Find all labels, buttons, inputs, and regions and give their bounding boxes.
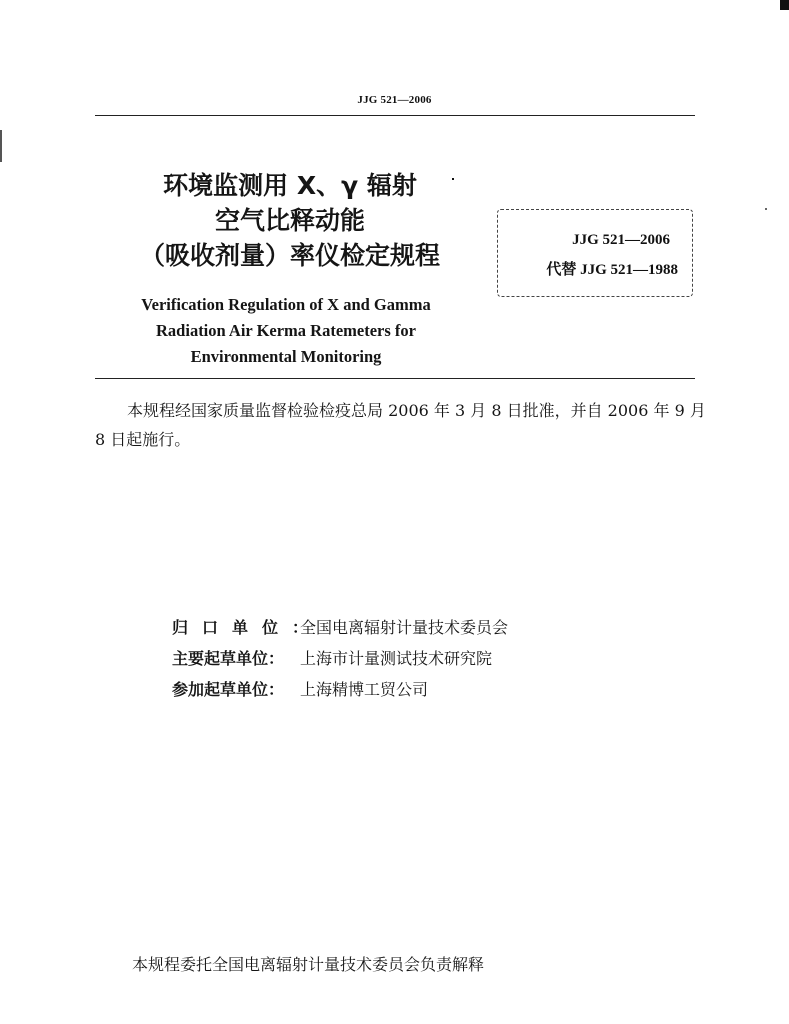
standard-code: JJG 521—2006: [572, 232, 670, 248]
scan-speck: [452, 178, 454, 180]
unit-label: 归口单位：: [172, 618, 323, 637]
approval-statement: 本规程经国家质量监督检验检疫总局 2006 年 3 月 8 日批准，并自 2006 年 9 月 8 日起施行。: [95, 401, 706, 449]
english-title-line-1: Verification Regulation of X and Gamma: [141, 295, 431, 314]
unit-label: 主要起草单位：: [172, 649, 285, 668]
responsible-units: [172, 612, 508, 705]
header-rule: [95, 115, 695, 116]
english-title-line-2: Radiation Air Kerma Ratemeters for: [156, 321, 416, 340]
replaced-standard-code: 代替 JJG 521—1988: [546, 262, 678, 278]
unit-value: 上海市计量测试技术研究院: [300, 649, 493, 668]
unit-value: 全国电离辐射计量技术委员会: [300, 618, 509, 637]
unit-row-centralized: [172, 612, 508, 643]
unit-row-main-drafter: [172, 643, 508, 674]
english-title-line-3: Environmental Monitoring: [190, 347, 382, 366]
english-title: [95, 292, 477, 370]
chinese-title: [100, 168, 480, 273]
unit-value: 上海精博工贸公司: [300, 680, 429, 699]
scan-edge-mark: [0, 130, 2, 162]
running-header-code: JJG 521—2006: [357, 94, 432, 106]
scan-corner-mark: [780, 0, 789, 10]
standard-code-box: [497, 209, 693, 297]
chinese-title-line-2: 空气比释动能: [214, 206, 365, 235]
unit-label: 参加起草单位：: [172, 680, 285, 699]
interpretation-note: 本规程委托全国电离辐射计量技术委员会负责解释: [132, 955, 485, 974]
scan-speck: [765, 208, 767, 210]
title-rule: [95, 378, 695, 379]
chinese-title-line-3: （吸收剂量）率仪检定规程: [139, 241, 440, 270]
chinese-title-line-1: 环境监测用 X、γ 辐射: [163, 171, 417, 200]
unit-row-participating-drafter: [172, 674, 508, 705]
